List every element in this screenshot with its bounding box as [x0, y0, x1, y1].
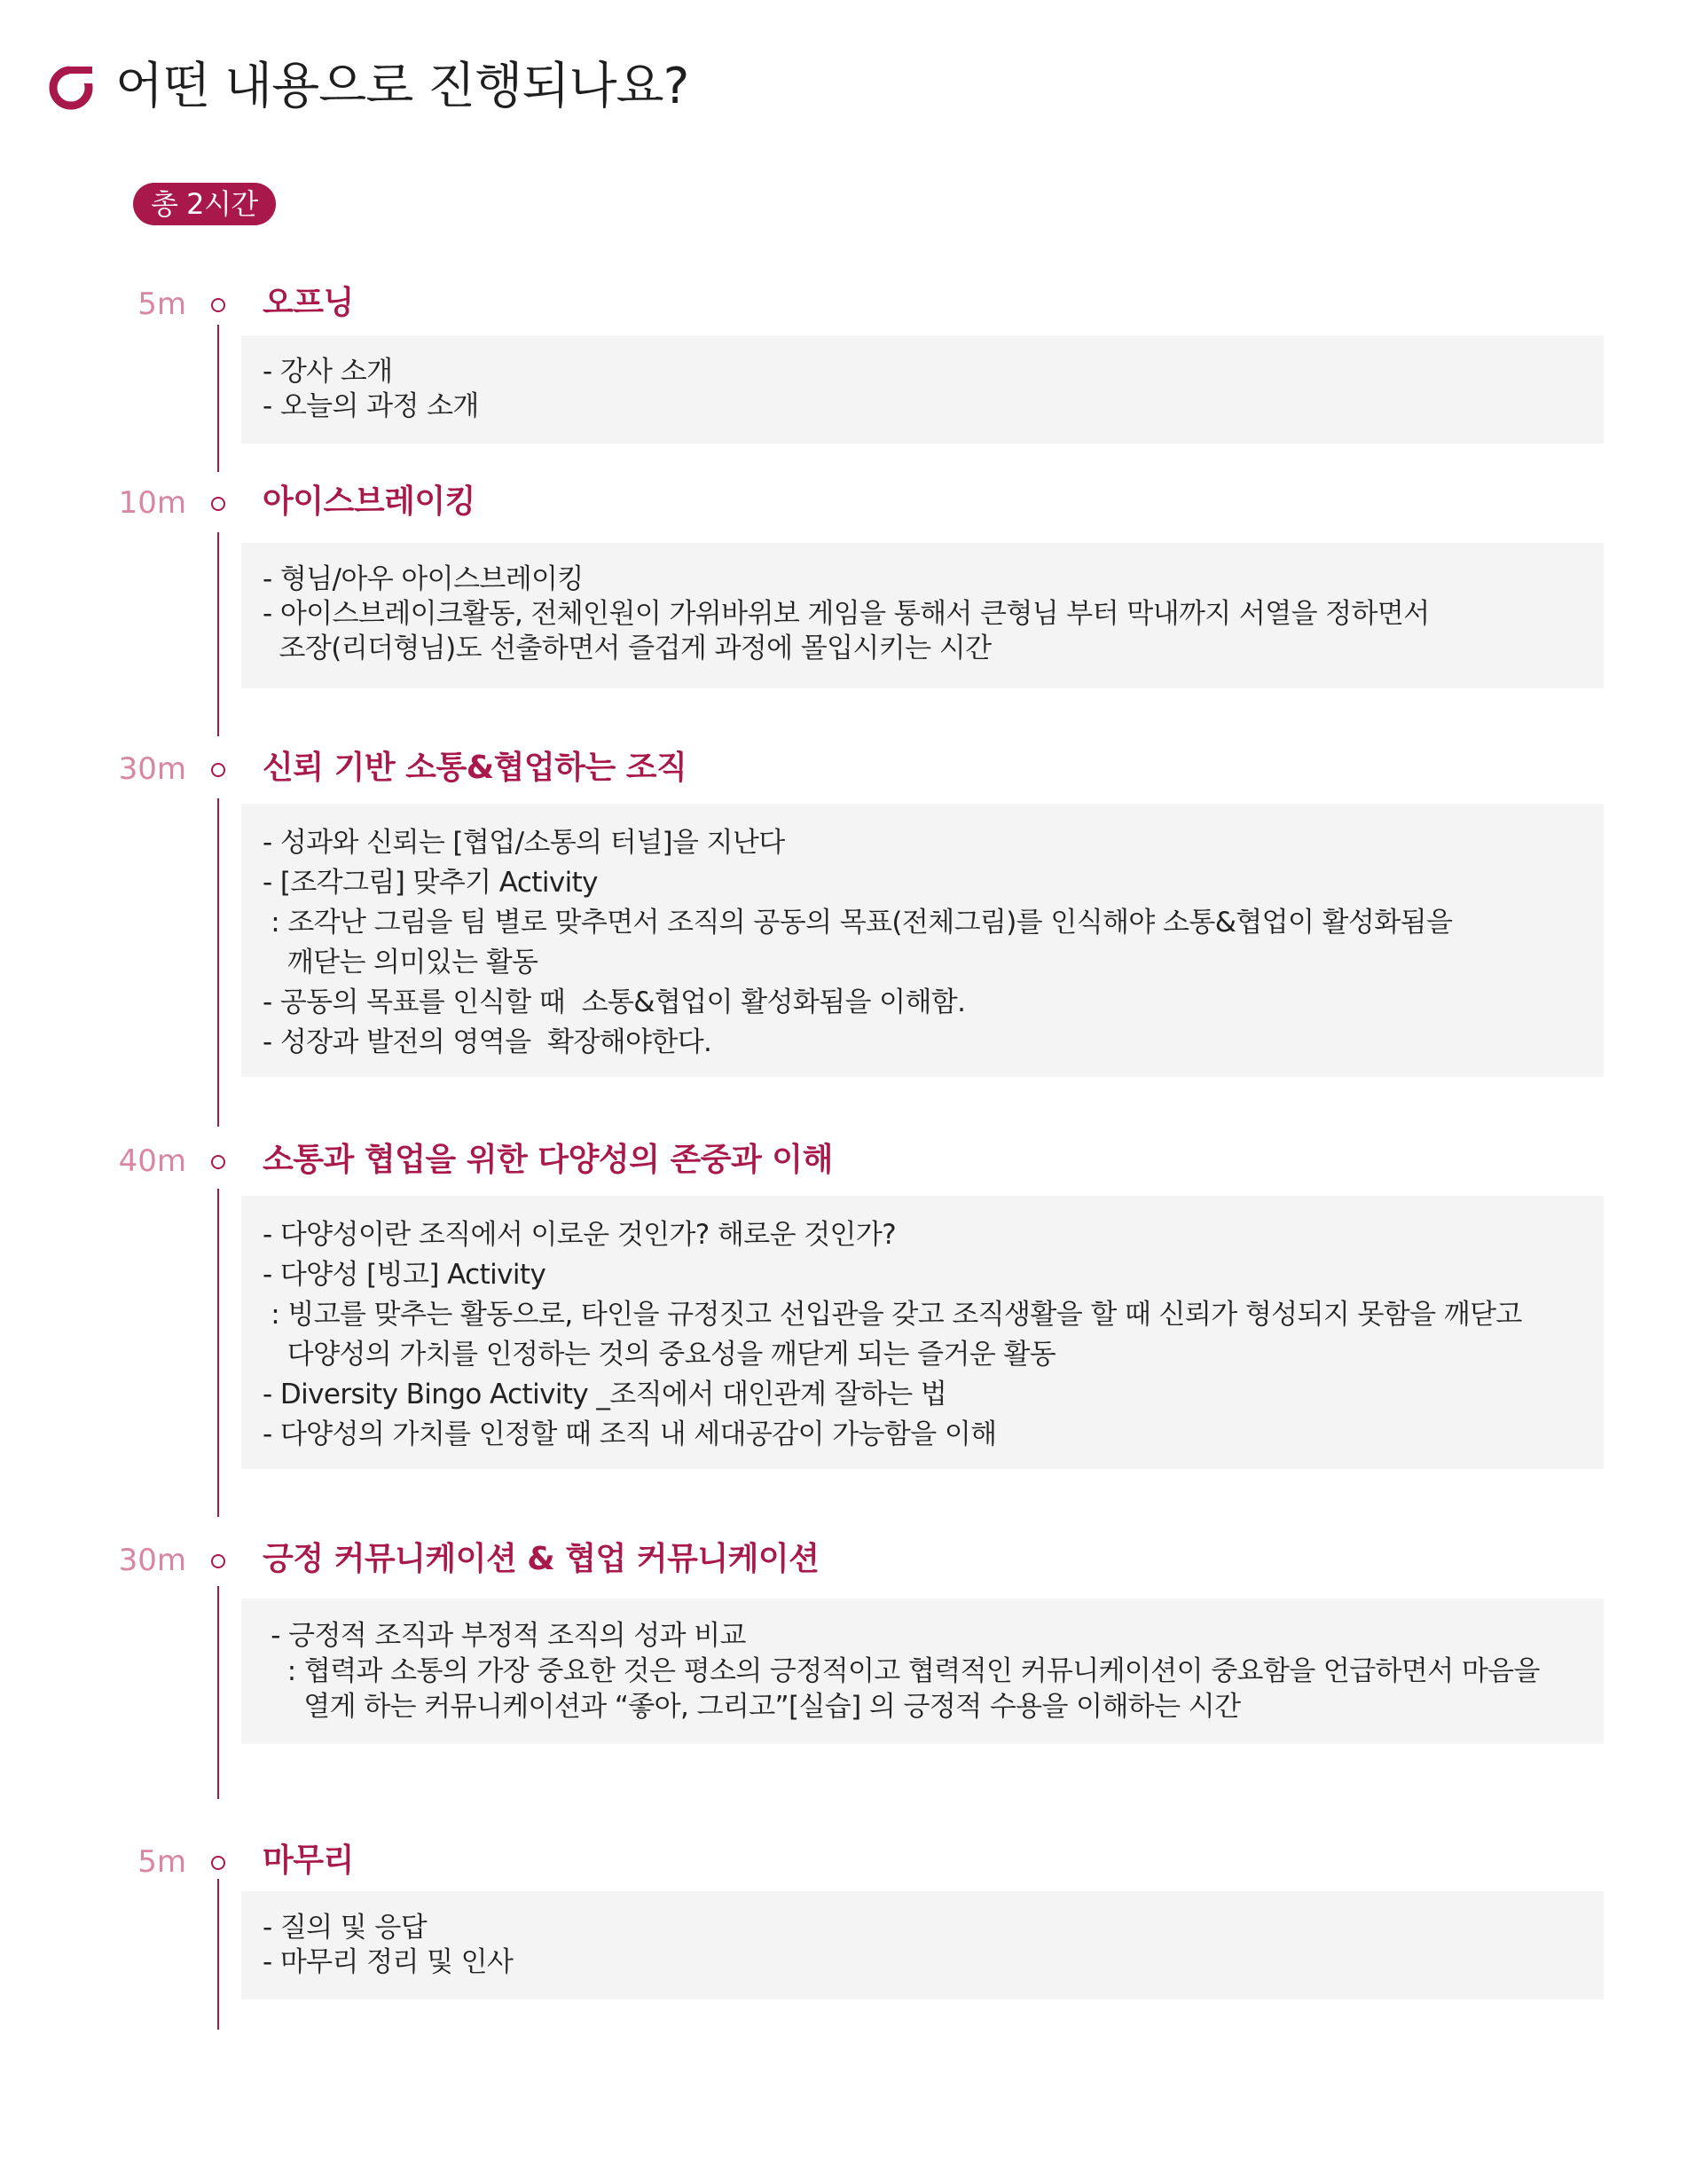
section-duration: 5m [137, 287, 186, 322]
timeline-dot [211, 1155, 225, 1169]
content-line: - 아이스브레이크활동, 전체인원이 가위바위보 게임을 통해서 큰형님 부터 막내까지 서열을 정하면서 [263, 598, 1430, 630]
content-line: - 마무리 정리 및 인사 [263, 1946, 514, 1978]
content-line: - 형님/아우 아이스브레이킹 [263, 563, 584, 595]
content-line: - 강사 소개 [263, 356, 393, 388]
content-line: 다양성의 가치를 인정하는 것의 중요성을 깨닫게 되는 즐거운 활동 [263, 1339, 1056, 1371]
content-line: - 오늘의 과정 소개 [263, 390, 479, 422]
section-title: 긍정 커뮤니케이션 & 협업 커뮤니케이션 [263, 1541, 820, 1577]
timeline-line [217, 532, 219, 736]
section-duration: 40m [118, 1143, 186, 1179]
content-line: 조장(리더형님)도 선출하면서 즐겁게 과정에 몰입시키는 시간 [263, 632, 992, 664]
page-header [46, 58, 689, 115]
timeline-line [217, 798, 219, 1127]
section-title: 아이스브레이킹 [263, 483, 475, 520]
content-line: - 긍정적 조직과 부정적 조직의 성과 비교 [263, 1620, 746, 1652]
content-line: 깨닫는 의미있는 활동 [263, 947, 538, 978]
page-title: 어떤 내용으로 진행되나요? [115, 58, 689, 115]
timeline-line [217, 1879, 219, 2030]
section-content-box [241, 335, 1604, 444]
timeline-dot [211, 1856, 225, 1870]
section-duration: 5m [137, 1844, 186, 1880]
content-line: - 성장과 발전의 영역을 확장해야한다. [263, 1026, 712, 1058]
section-duration: 30m [118, 751, 186, 787]
content-line: - [조각그림] 맞추기 Activity [263, 867, 598, 899]
content-line: - 질의 및 응답 [263, 1912, 428, 1944]
timeline-dot [211, 497, 225, 511]
section-content-box [241, 1891, 1604, 1999]
brand-ring-icon [46, 62, 96, 112]
timeline-line [217, 1189, 219, 1517]
timeline-line [217, 325, 219, 472]
section-content-box [241, 543, 1604, 688]
content-line: : 조각난 그림을 팀 별로 맞추면서 조직의 공동의 목표(전체그림)를 인식해야 소통&협업이 활성화됨을 [263, 907, 1453, 939]
content-line: 열게 하는 커뮤니케이션과 “좋아, 그리고”[실습] 의 긍정적 수용을 이해하는 시간 [263, 1691, 1241, 1723]
total-duration-badge: 총 2시간 [133, 183, 276, 225]
section-title: 소통과 협업을 위한 다양성의 존중과 이해 [263, 1142, 833, 1178]
timeline-dot [211, 298, 225, 312]
content-line: : 협력과 소통의 가장 중요한 것은 평소의 긍정적이고 협력적인 커뮤니케이션이 중요함을 언급하면서 마음을 [263, 1655, 1540, 1687]
section-content-box [241, 1599, 1604, 1744]
section-content-box [241, 1196, 1604, 1469]
content-line: - 공동의 목표를 인식할 때 소통&협업이 활성화됨을 이해함. [263, 986, 966, 1018]
content-line: - 다양성이란 조직에서 이로운 것인가? 해로운 것인가? [263, 1219, 897, 1251]
section-duration: 30m [118, 1543, 186, 1578]
content-line: - 다양성의 가치를 인정할 때 조직 내 세대공감이 가능함을 이해 [263, 1418, 997, 1450]
content-line: - 성과와 신뢰는 [협업/소통의 터널]을 지난다 [263, 827, 785, 859]
section-content-box [241, 804, 1604, 1077]
section-title: 마무리 [263, 1842, 354, 1879]
section-title: 오프닝 [263, 285, 354, 321]
section-title: 신뢰 기반 소통&협업하는 조직 [263, 750, 687, 786]
timeline-dot [211, 1554, 225, 1568]
section-duration: 10m [118, 485, 186, 521]
content-line: - 다양성 [빙고] Activity [263, 1259, 546, 1291]
timeline-dot [211, 763, 225, 777]
content-line: - Diversity Bingo Activity _조직에서 대인관계 잘하는 법 [263, 1379, 947, 1410]
content-line: : 빙고를 맞추는 활동으로, 타인을 규정짓고 선입관을 갖고 조직생활을 할 때 신뢰가 형성되지 못함을 깨닫고 [263, 1299, 1522, 1331]
timeline-line [217, 1586, 219, 1799]
